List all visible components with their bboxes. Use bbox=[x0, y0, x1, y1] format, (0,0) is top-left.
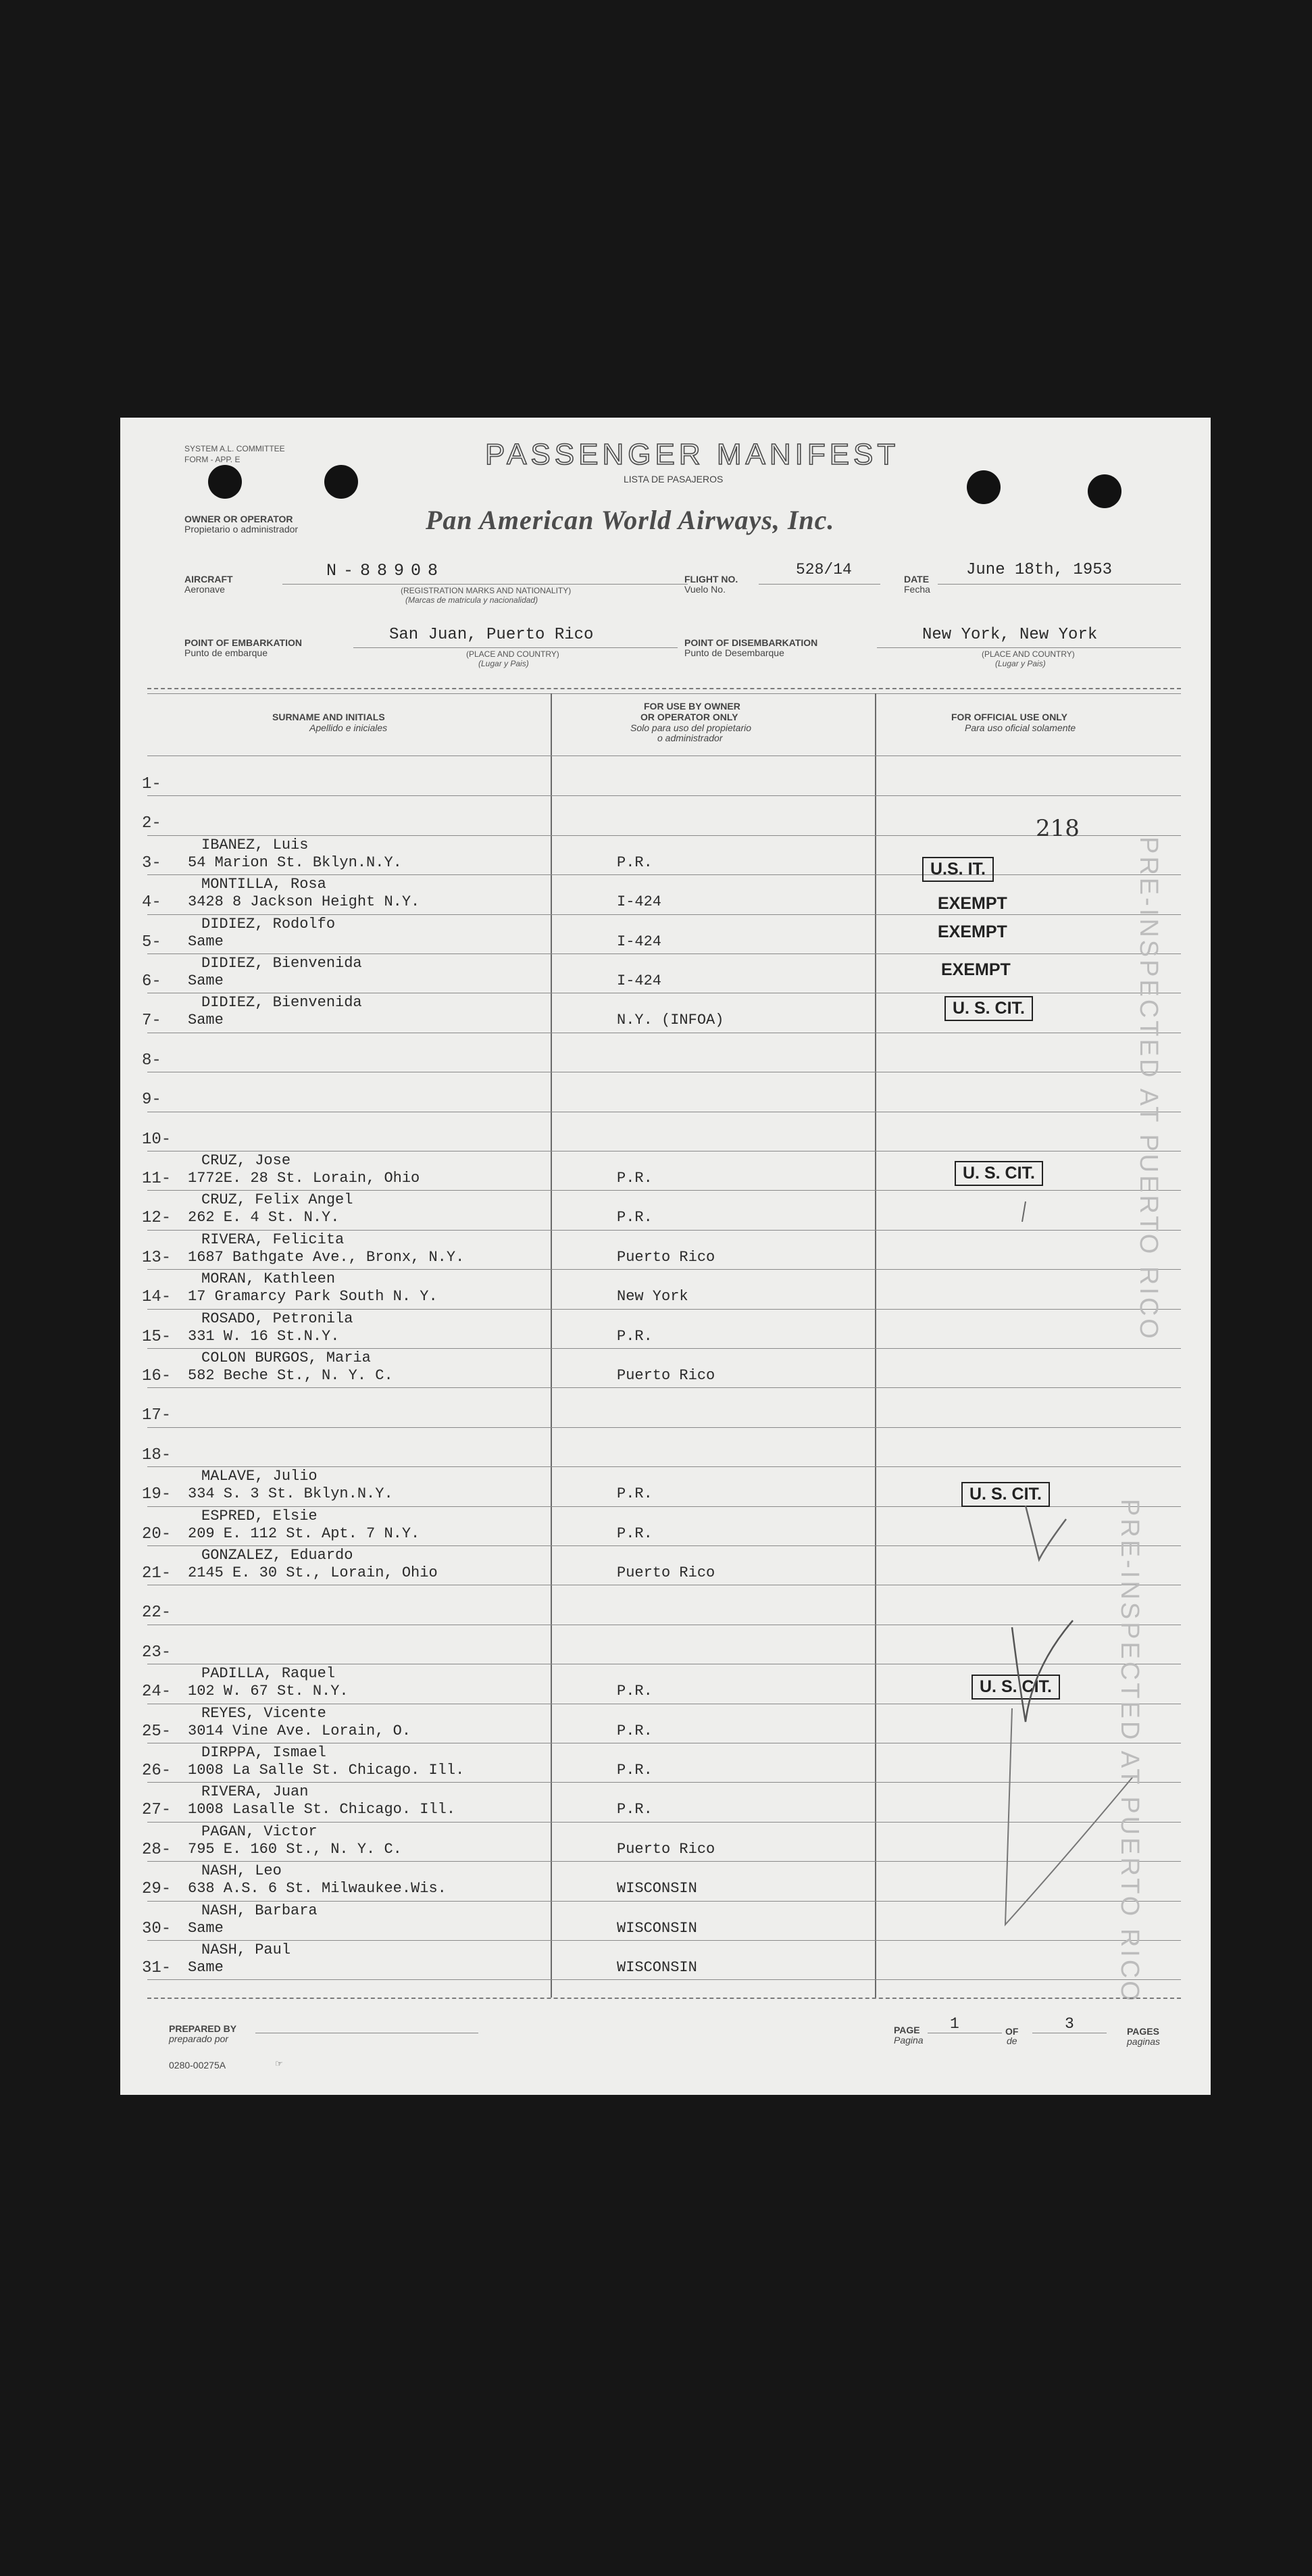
disembark-caption: (PLACE AND COUNTRY) bbox=[982, 649, 1075, 659]
embark-caption: (PLACE AND COUNTRY) bbox=[466, 649, 559, 659]
stamp-us-cit-row3: U.S. IT. bbox=[922, 857, 994, 882]
punch-hole bbox=[324, 465, 358, 499]
passenger-name: ROSADO, Petronila bbox=[201, 1310, 353, 1327]
owner-label-es: Propietario o administrador bbox=[184, 524, 299, 535]
owner-note: P.R. bbox=[617, 853, 653, 871]
owner-label: OWNER OR OPERATOR bbox=[184, 514, 293, 524]
pages-label: PAGES bbox=[1127, 2026, 1159, 2037]
disembark-caption-es: (Lugar y Pais) bbox=[995, 659, 1046, 668]
col2-header-1: FOR USE BY OWNER bbox=[644, 701, 740, 712]
passenger-address: 54 Marion St. Bklyn.N.Y. bbox=[188, 853, 402, 871]
row-rule bbox=[147, 1940, 1181, 1941]
row-number: 28- bbox=[142, 1840, 172, 1859]
embark-label-es: Punto de embarque bbox=[184, 647, 268, 658]
punch-hole bbox=[1088, 474, 1121, 508]
passenger-address: 1008 La Salle St. Chicago. Ill. bbox=[188, 1762, 465, 1779]
row-number: 4- bbox=[142, 893, 161, 912]
owner-note: P.R. bbox=[617, 1209, 653, 1227]
passenger-address: Same bbox=[188, 1012, 224, 1029]
passenger-address: Same bbox=[188, 933, 224, 950]
row-number: 16- bbox=[142, 1367, 172, 1385]
col2-header-es-2: o administrador bbox=[657, 733, 723, 743]
passenger-address: 638 A.S. 6 St. Milwaukee.Wis. bbox=[188, 1880, 447, 1898]
flight-label-es: Vuelo No. bbox=[684, 584, 726, 595]
punch-hole bbox=[208, 465, 242, 499]
stamp-us-cit-row24: U. S. CIT. bbox=[972, 1675, 1060, 1700]
airline-name: Pan American World Airways, Inc. bbox=[426, 505, 835, 535]
passenger-name: IBANEZ, Luis bbox=[201, 836, 309, 853]
stamp-us-cit-row19: U. S. CIT. bbox=[961, 1482, 1050, 1507]
aircraft-caption: (REGISTRATION MARKS AND NATIONALITY) bbox=[401, 586, 572, 595]
row-number: 9- bbox=[142, 1091, 161, 1110]
row-number: 5- bbox=[142, 933, 161, 951]
vertical-stamp-1: PRE-INSPECTED AT PUERTO RICO bbox=[1134, 837, 1163, 1341]
owner-note: WISCONSIN bbox=[617, 1959, 697, 1976]
embark-label: POINT OF EMBARKATION bbox=[184, 637, 302, 648]
owner-note: P.R. bbox=[617, 1525, 653, 1542]
owner-note: New York bbox=[617, 1288, 688, 1306]
passenger-name: MORAN, Kathleen bbox=[201, 1270, 336, 1288]
row-rule bbox=[147, 953, 1181, 954]
prepared-by-label-es: preparado por bbox=[169, 2033, 228, 2044]
row-number: 19- bbox=[142, 1485, 172, 1504]
passenger-name: DIDIEZ, Rodolfo bbox=[201, 915, 336, 933]
footer-rule bbox=[147, 1998, 1181, 1999]
passenger-name: GONZALEZ, Eduardo bbox=[201, 1547, 353, 1564]
manifest-sheet bbox=[120, 418, 1211, 2095]
row-number: 11- bbox=[142, 1170, 172, 1188]
row-number: 30- bbox=[142, 1919, 172, 1938]
owner-note: Puerto Rico bbox=[617, 1367, 715, 1384]
stamp-exempt-row4: EXEMPT bbox=[938, 894, 1007, 913]
col1-header: SURNAME AND INITIALS bbox=[272, 712, 385, 722]
page-value: 1 bbox=[950, 2015, 959, 2033]
disembark-label: POINT OF DISEMBARKATION bbox=[684, 637, 818, 648]
passenger-name: NASH, Barbara bbox=[201, 1902, 318, 1919]
passenger-address: 17 Gramarcy Park South N. Y. bbox=[188, 1288, 438, 1306]
aircraft-label: AIRCRAFT bbox=[184, 574, 233, 585]
owner-note: Puerto Rico bbox=[617, 1564, 715, 1581]
row-number: 27- bbox=[142, 1801, 172, 1820]
passenger-name: NASH, Paul bbox=[201, 1941, 291, 1958]
col2-header-es-1: Solo para uso del propietario bbox=[630, 722, 752, 733]
owner-note: P.R. bbox=[617, 1762, 653, 1779]
disembark-underline bbox=[877, 647, 1181, 648]
pages-label-es: paginas bbox=[1127, 2036, 1161, 2047]
manifest-title-es: LISTA DE PASAJEROS bbox=[624, 474, 724, 485]
passenger-name: DIDIEZ, Bienvenida bbox=[201, 994, 362, 1012]
row-number: 24- bbox=[142, 1683, 172, 1702]
owner-note: P.R. bbox=[617, 1683, 653, 1700]
passenger-address: 262 E. 4 St. N.Y. bbox=[188, 1209, 340, 1227]
stamp-us-cit-row7: U. S. CIT. bbox=[944, 996, 1033, 1021]
aircraft-label-es: Aeronave bbox=[184, 584, 225, 595]
owner-note: WISCONSIN bbox=[617, 1880, 697, 1898]
flight-value: 528/14 bbox=[796, 561, 852, 578]
row-number: 26- bbox=[142, 1762, 172, 1780]
table-top-rule bbox=[147, 688, 1181, 689]
stamp-exempt-row5: EXEMPT bbox=[938, 922, 1007, 941]
row-number: 29- bbox=[142, 1880, 172, 1899]
row-number: 21- bbox=[142, 1564, 172, 1583]
row-number: 13- bbox=[142, 1248, 172, 1267]
check-mark bbox=[1012, 1620, 1073, 1722]
row-number: 10- bbox=[142, 1130, 172, 1149]
col2-header-2: OR OPERATOR ONLY bbox=[640, 712, 738, 722]
passenger-name: MONTILLA, Rosa bbox=[201, 876, 326, 893]
row-rule bbox=[147, 1979, 1181, 1980]
committee-line-1: SYSTEM A.L. COMMITTEE bbox=[184, 444, 285, 453]
row-rule bbox=[147, 874, 1181, 875]
vertical-stamp-2: PRE-INSPECTED AT PUERTO RICO bbox=[1115, 1499, 1144, 2004]
prepared-by-label: PREPARED BY bbox=[169, 2023, 237, 2034]
passenger-name: COLON BURGOS, Maria bbox=[201, 1349, 371, 1366]
passenger-address: 2145 E. 30 St., Lorain, Ohio bbox=[188, 1564, 438, 1581]
form-number: 0280-00275A bbox=[169, 2060, 226, 2071]
owner-note: P.R. bbox=[617, 1327, 653, 1345]
of-label-es: de bbox=[1007, 2035, 1017, 2046]
form-symbol-icon: ☞ bbox=[276, 2058, 282, 2071]
passenger-address: 102 W. 67 St. N.Y. bbox=[188, 1683, 349, 1700]
owner-note: P.R. bbox=[617, 1801, 653, 1818]
punch-hole bbox=[967, 470, 1001, 504]
passenger-name: MALAVE, Julio bbox=[201, 1468, 318, 1485]
owner-note: I-424 bbox=[617, 893, 662, 911]
row-number: 7- bbox=[142, 1012, 161, 1031]
passenger-address: 209 E. 112 St. Apt. 7 N.Y. bbox=[188, 1525, 420, 1542]
check-mark bbox=[1022, 1202, 1026, 1222]
disembark-label-es: Punto de Desembarque bbox=[684, 647, 784, 658]
passenger-name: CRUZ, Jose bbox=[201, 1152, 291, 1169]
owner-note: P.R. bbox=[617, 1722, 653, 1739]
passenger-address: 334 S. 3 St. Bklyn.N.Y. bbox=[188, 1485, 393, 1503]
owner-note: I-424 bbox=[617, 972, 662, 989]
owner-note: Puerto Rico bbox=[617, 1248, 715, 1266]
aircraft-underline bbox=[282, 584, 688, 585]
col1-header-es: Apellido e iniciales bbox=[309, 722, 388, 733]
row-number: 31- bbox=[142, 1959, 172, 1977]
row-number: 2- bbox=[142, 814, 161, 833]
owner-note: P.R. bbox=[617, 1170, 653, 1187]
flight-underline bbox=[759, 584, 880, 585]
owner-note: Puerto Rico bbox=[617, 1840, 715, 1858]
stamp-us-cit-row11: U. S. CIT. bbox=[955, 1161, 1043, 1186]
stamp-exempt-row6: EXEMPT bbox=[941, 960, 1011, 979]
owner-note: WISCONSIN bbox=[617, 1919, 697, 1937]
row-number: 12- bbox=[142, 1209, 172, 1228]
page-label-es: Pagina bbox=[894, 2035, 924, 2046]
row-number: 3- bbox=[142, 853, 161, 872]
column-divider-2 bbox=[875, 693, 876, 1998]
owner-note: P.R. bbox=[617, 1485, 653, 1503]
passenger-address: Same bbox=[188, 972, 224, 989]
passenger-name: NASH, Leo bbox=[201, 1862, 282, 1880]
date-label-es: Fecha bbox=[904, 584, 930, 595]
row-number: 18- bbox=[142, 1445, 172, 1464]
row-number: 17- bbox=[142, 1406, 172, 1425]
flight-label: FLIGHT NO. bbox=[684, 574, 738, 585]
manifest-title: PASSENGER MANIFEST bbox=[485, 438, 900, 471]
date-label: DATE bbox=[904, 574, 930, 585]
committee-line-2: FORM - APP. E bbox=[184, 455, 241, 464]
pages-value: 3 bbox=[1065, 2015, 1074, 2033]
aircraft-caption-es: (Marcas de matricula y nacionalidad) bbox=[405, 595, 538, 605]
date-underline bbox=[938, 584, 1181, 585]
check-mark bbox=[1026, 1506, 1066, 1560]
passenger-address: 795 E. 160 St., N. Y. C. bbox=[188, 1840, 402, 1858]
passenger-name: RIVERA, Felicita bbox=[201, 1231, 345, 1248]
passenger-name: DIRPPA, Ismael bbox=[201, 1744, 326, 1761]
passenger-address: 1687 Bathgate Ave., Bronx, N.Y. bbox=[188, 1248, 465, 1266]
embark-caption-es: (Lugar y Pais) bbox=[478, 659, 529, 668]
row-rule bbox=[147, 835, 1181, 836]
passenger-address: 582 Beche St., N. Y. C. bbox=[188, 1367, 393, 1384]
row-number: 15- bbox=[142, 1327, 172, 1346]
row-number: 1- bbox=[142, 775, 161, 793]
row-rule bbox=[147, 914, 1181, 915]
date-value: June 18th, 1953 bbox=[966, 561, 1113, 579]
passenger-address: 1008 Lasalle St. Chicago. Ill. bbox=[188, 1801, 456, 1818]
passenger-address: 3428 8 Jackson Height N.Y. bbox=[188, 893, 420, 911]
passenger-name: REYES, Vicente bbox=[201, 1704, 326, 1722]
passenger-address: Same bbox=[188, 1959, 224, 1976]
row-rule bbox=[147, 795, 1181, 796]
passenger-name: PADILLA, Raquel bbox=[201, 1665, 336, 1683]
row-number: 20- bbox=[142, 1525, 172, 1543]
column-divider-1 bbox=[551, 693, 552, 1998]
passenger-name: DIDIEZ, Bienvenida bbox=[201, 955, 362, 972]
of-label: OF bbox=[1005, 2026, 1019, 2037]
row-rule bbox=[147, 1190, 1181, 1191]
passenger-address: 331 W. 16 St.N.Y. bbox=[188, 1327, 340, 1345]
row-number: 8- bbox=[142, 1051, 161, 1070]
embark-underline bbox=[353, 647, 678, 648]
disembark-value: New York, New York bbox=[922, 626, 1098, 644]
passenger-name: CRUZ, Felix Angel bbox=[201, 1191, 353, 1209]
passenger-address: 1772E. 28 St. Lorain, Ohio bbox=[188, 1170, 420, 1187]
owner-note: N.Y. (INFOA) bbox=[617, 1012, 724, 1029]
row-number: 25- bbox=[142, 1722, 172, 1741]
aircraft-value: N-88908 bbox=[326, 561, 445, 580]
row-number: 6- bbox=[142, 972, 161, 991]
row-number: 22- bbox=[142, 1604, 172, 1623]
row-number: 23- bbox=[142, 1643, 172, 1662]
passenger-name: ESPRED, Elsie bbox=[201, 1507, 318, 1525]
row-number: 14- bbox=[142, 1288, 172, 1307]
count-mark: 218 bbox=[1036, 815, 1080, 842]
passenger-address: 3014 Vine Ave. Lorain, O. bbox=[188, 1722, 411, 1739]
passenger-name: RIVERA, Juan bbox=[201, 1783, 309, 1801]
table-top-rule-2 bbox=[147, 693, 1181, 694]
passenger-name: PAGAN, Victor bbox=[201, 1823, 318, 1840]
col3-header: FOR OFFICIAL USE ONLY bbox=[951, 712, 1067, 722]
embark-value: San Juan, Puerto Rico bbox=[389, 626, 594, 644]
col3-header-es: Para uso oficial solamente bbox=[965, 722, 1076, 733]
page-label: PAGE bbox=[894, 2025, 920, 2035]
passenger-address: Same bbox=[188, 1919, 224, 1937]
owner-note: I-424 bbox=[617, 933, 662, 950]
